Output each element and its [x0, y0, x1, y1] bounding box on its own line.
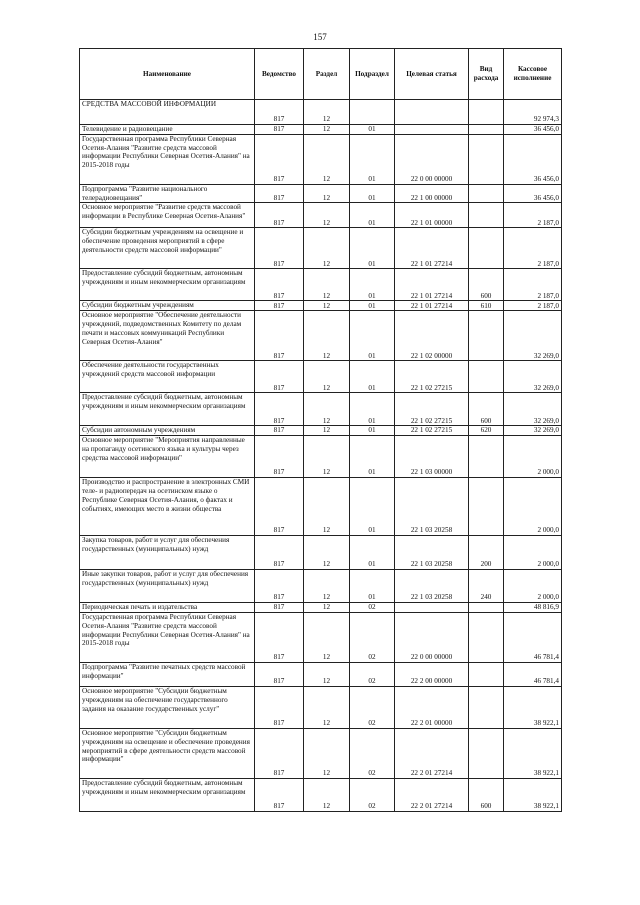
cell-exp-type: 200: [469, 536, 504, 570]
cell-name: Субсидии бюджетным учреждениям на освещение и обеспечение проведения мероприятий в сфере деятельности средств массовой информации": [80, 228, 255, 269]
cell-dept: 817: [255, 436, 304, 478]
cell-target: 22 1 02 00000: [395, 311, 469, 361]
table-row: [80, 203, 562, 228]
cell-subsection: 02: [350, 686, 395, 728]
cell-target: 22 2 01 27214: [395, 778, 469, 811]
cell-section: 12: [304, 536, 350, 570]
cell-section: 12: [304, 570, 350, 603]
cell-value: 2 187,0: [504, 203, 562, 228]
cell-name: Основное мероприятие "Субсидии бюджетным учреждениям на освещение и обеспечение проведения мероприятий в сфере деятельности средств массовой информации": [80, 728, 255, 778]
cell-section: 12: [304, 125, 350, 135]
cell-section: 12: [304, 393, 350, 426]
cell-value: 32 269,0: [504, 311, 562, 361]
table-row: [80, 228, 562, 269]
cell-target: 22 0 00 00000: [395, 612, 469, 662]
cell-target: 22 2 01 27214: [395, 728, 469, 778]
col-header-name: Наименование: [80, 49, 255, 100]
cell-dept: 817: [255, 662, 304, 686]
cell-section: 12: [304, 478, 350, 536]
cell-subsection: 01: [350, 436, 395, 478]
col-header-section: Раздел: [304, 49, 350, 100]
cell-target: 22 2 01 00000: [395, 686, 469, 728]
cell-value: 48 816,9: [504, 603, 562, 613]
cell-value: 32 269,0: [504, 361, 562, 393]
cell-value: 92 974,3: [504, 100, 562, 125]
table-row: [80, 184, 562, 203]
cell-dept: 817: [255, 361, 304, 393]
cell-target: [395, 100, 469, 125]
cell-target: 22 1 01 00000: [395, 203, 469, 228]
cell-subsection: 01: [350, 570, 395, 603]
cell-exp-type: [469, 612, 504, 662]
cell-subsection: 01: [350, 361, 395, 393]
cell-dept: 817: [255, 269, 304, 301]
table-row: [80, 478, 562, 536]
table-row: [80, 100, 562, 125]
cell-subsection: 01: [350, 125, 395, 135]
cell-name: Предоставление субсидий бюджетным, автономным учреждениям и иным некоммерческим организациям: [80, 269, 255, 301]
cell-section: 12: [304, 778, 350, 811]
cell-value: 46 781,4: [504, 662, 562, 686]
cell-name: Основное мероприятие "Обеспечение деятельности учреждений, подведомственных Комитету по делам печати и массовых коммуникаций Республики Северная Осетия-Алания": [80, 311, 255, 361]
cell-exp-type: [469, 125, 504, 135]
cell-dept: 817: [255, 570, 304, 603]
cell-target: 22 1 01 27214: [395, 228, 469, 269]
cell-section: 12: [304, 100, 350, 125]
table-row: [80, 436, 562, 478]
table-row: [80, 603, 562, 613]
table-row: [80, 269, 562, 301]
cell-value: 32 269,0: [504, 393, 562, 426]
cell-dept: 817: [255, 134, 304, 184]
cell-name: Иные закупки товаров, работ и услуг для обеспечения государственных (муниципальных) нужд: [80, 570, 255, 603]
cell-value: 38 922,1: [504, 778, 562, 811]
cell-name: Подпрограмма "Развитие печатных средств массовой информации": [80, 662, 255, 686]
cell-exp-type: [469, 203, 504, 228]
cell-exp-type: 600: [469, 393, 504, 426]
cell-target: 22 1 03 20258: [395, 570, 469, 603]
cell-dept: 817: [255, 426, 304, 436]
cell-exp-type: 620: [469, 426, 504, 436]
cell-subsection: 01: [350, 478, 395, 536]
cell-target: 22 1 03 20258: [395, 536, 469, 570]
cell-exp-type: [469, 728, 504, 778]
cell-subsection: 01: [350, 203, 395, 228]
cell-subsection: 02: [350, 603, 395, 613]
cell-target: 22 1 00 00000: [395, 184, 469, 203]
table-row: [80, 311, 562, 361]
cell-name: Основное мероприятие "Мероприятия направленные на пропаганду осетинского языка и культуры через средства массовой информации": [80, 436, 255, 478]
cell-name: Субсидии бюджетным учреждениям: [80, 301, 255, 311]
cell-target: [395, 603, 469, 613]
cell-section: 12: [304, 203, 350, 228]
cell-subsection: 01: [350, 269, 395, 301]
cell-exp-type: [469, 228, 504, 269]
cell-value: 36 456,0: [504, 184, 562, 203]
cell-section: 12: [304, 269, 350, 301]
cell-target: 22 1 02 27215: [395, 393, 469, 426]
cell-exp-type: [469, 662, 504, 686]
cell-name: Государственная программа Республики Северная Осетия-Алания "Развитие средств массовой информации Республики Северная Осетия-Алания" на 2015-2018 годы: [80, 612, 255, 662]
cell-value: 32 269,0: [504, 426, 562, 436]
cell-subsection: 02: [350, 662, 395, 686]
table-header-row: [80, 49, 562, 100]
table-row: [80, 662, 562, 686]
cell-name: Производство и распространение в электронных СМИ теле- и радиопередач на осетинском языке о Республике Северная Осетия-Алания, о фактах и событиях, имеющих место в жизни общества: [80, 478, 255, 536]
cell-section: 12: [304, 603, 350, 613]
cell-dept: 817: [255, 536, 304, 570]
cell-dept: 817: [255, 228, 304, 269]
col-header-dept: Ведомство: [255, 49, 304, 100]
cell-value: 2 000,0: [504, 436, 562, 478]
cell-dept: 817: [255, 686, 304, 728]
cell-exp-type: [469, 478, 504, 536]
cell-section: 12: [304, 184, 350, 203]
table-row: [80, 612, 562, 662]
cell-target: 22 1 01 27214: [395, 301, 469, 311]
table-row: [80, 570, 562, 603]
cell-target: 22 1 02 27215: [395, 426, 469, 436]
cell-value: 38 922,1: [504, 728, 562, 778]
cell-dept: 817: [255, 203, 304, 228]
cell-target: 22 0 00 00000: [395, 134, 469, 184]
cell-value: 2 000,0: [504, 536, 562, 570]
cell-value: 2 187,0: [504, 228, 562, 269]
cell-section: 12: [304, 134, 350, 184]
cell-value: 36 456,0: [504, 125, 562, 135]
cell-exp-type: [469, 686, 504, 728]
cell-name: Телевидение и радиовещание: [80, 125, 255, 135]
table-row: [80, 536, 562, 570]
cell-section: 12: [304, 361, 350, 393]
col-header-subsection: Подраздел: [350, 49, 395, 100]
cell-section: 12: [304, 426, 350, 436]
cell-exp-type: [469, 436, 504, 478]
cell-name: Подпрограмма "Развитие национального телерадиовещания": [80, 184, 255, 203]
table-row: [80, 125, 562, 135]
cell-subsection: 01: [350, 228, 395, 269]
cell-value: 46 781,4: [504, 612, 562, 662]
cell-exp-type: 600: [469, 778, 504, 811]
cell-dept: 817: [255, 184, 304, 203]
cell-value: 2 187,0: [504, 301, 562, 311]
cell-exp-type: [469, 603, 504, 613]
cell-target: 22 1 03 20258: [395, 478, 469, 536]
cell-target: 22 1 02 27215: [395, 361, 469, 393]
cell-target: [395, 125, 469, 135]
cell-name: Государственная программа Республики Северная Осетия-Алания "Развитие средств массовой информации Республики Северная Осетия-Алания" на 2015-2018 годы: [80, 134, 255, 184]
cell-dept: 817: [255, 100, 304, 125]
cell-value: 2 000,0: [504, 570, 562, 603]
table-row: [80, 728, 562, 778]
cell-subsection: 01: [350, 426, 395, 436]
cell-dept: 817: [255, 311, 304, 361]
cell-exp-type: [469, 134, 504, 184]
cell-section: 12: [304, 436, 350, 478]
table-row: [80, 361, 562, 393]
cell-subsection: 01: [350, 393, 395, 426]
table-row: [80, 393, 562, 426]
table-row: [80, 134, 562, 184]
cell-target: 22 1 01 27214: [395, 269, 469, 301]
cell-name: Предоставление субсидий бюджетным, автономным учреждениям и иным некоммерческим организациям: [80, 393, 255, 426]
cell-dept: 817: [255, 603, 304, 613]
cell-name: Периодическая печать и издательства: [80, 603, 255, 613]
cell-value: 2 187,0: [504, 269, 562, 301]
cell-section: 12: [304, 311, 350, 361]
cell-subsection: 01: [350, 301, 395, 311]
cell-exp-type: [469, 100, 504, 125]
cell-dept: 817: [255, 478, 304, 536]
col-header-execution: Кассовое исполнение: [504, 49, 562, 100]
cell-subsection: 01: [350, 536, 395, 570]
cell-value: 38 922,1: [504, 686, 562, 728]
cell-name: Основное мероприятие "Развитие средств массовой информации в Республике Северная Осетия-Алания": [80, 203, 255, 228]
cell-exp-type: [469, 311, 504, 361]
cell-section: 12: [304, 228, 350, 269]
cell-name: Субсидии автономным учреждениям: [80, 426, 255, 436]
cell-exp-type: 610: [469, 301, 504, 311]
cell-subsection: 01: [350, 134, 395, 184]
cell-dept: 817: [255, 125, 304, 135]
cell-dept: 817: [255, 612, 304, 662]
cell-exp-type: 240: [469, 570, 504, 603]
col-header-exp-type: Вид расхода: [469, 49, 504, 100]
cell-exp-type: 600: [469, 269, 504, 301]
table-row: [80, 686, 562, 728]
cell-subsection: 01: [350, 184, 395, 203]
cell-name: Основное мероприятие "Субсидии бюджетным учреждениям на обеспечение государственного задания на оказание государственных услуг": [80, 686, 255, 728]
cell-value: 2 000,0: [504, 478, 562, 536]
cell-section: 12: [304, 686, 350, 728]
cell-name: Обеспечение деятельности государственных учреждений средств массовой информации: [80, 361, 255, 393]
col-header-target: Целевая статья: [395, 49, 469, 100]
table-row: [80, 426, 562, 436]
page-number: 157: [313, 32, 327, 42]
cell-section: 12: [304, 662, 350, 686]
cell-name: СРЕДСТВА МАССОВОЙ ИНФОРМАЦИИ: [80, 100, 255, 125]
cell-subsection: 02: [350, 728, 395, 778]
cell-section: 12: [304, 301, 350, 311]
budget-table: [79, 48, 562, 812]
cell-dept: 817: [255, 301, 304, 311]
cell-section: 12: [304, 728, 350, 778]
cell-section: 12: [304, 612, 350, 662]
cell-dept: 817: [255, 778, 304, 811]
cell-dept: 817: [255, 393, 304, 426]
cell-dept: 817: [255, 728, 304, 778]
cell-subsection: 02: [350, 612, 395, 662]
cell-subsection: 01: [350, 311, 395, 361]
cell-subsection: 02: [350, 778, 395, 811]
cell-value: 36 456,0: [504, 134, 562, 184]
table-row: [80, 301, 562, 311]
cell-subsection: [350, 100, 395, 125]
cell-name: Закупка товаров, работ и услуг для обеспечения государственных (муниципальных) нужд: [80, 536, 255, 570]
cell-exp-type: [469, 361, 504, 393]
table-row: [80, 778, 562, 811]
cell-exp-type: [469, 184, 504, 203]
cell-target: 22 1 03 00000: [395, 436, 469, 478]
cell-name: Предоставление субсидий бюджетным, автономным учреждениям и иным некоммерческим организациям: [80, 778, 255, 811]
cell-target: 22 2 00 00000: [395, 662, 469, 686]
